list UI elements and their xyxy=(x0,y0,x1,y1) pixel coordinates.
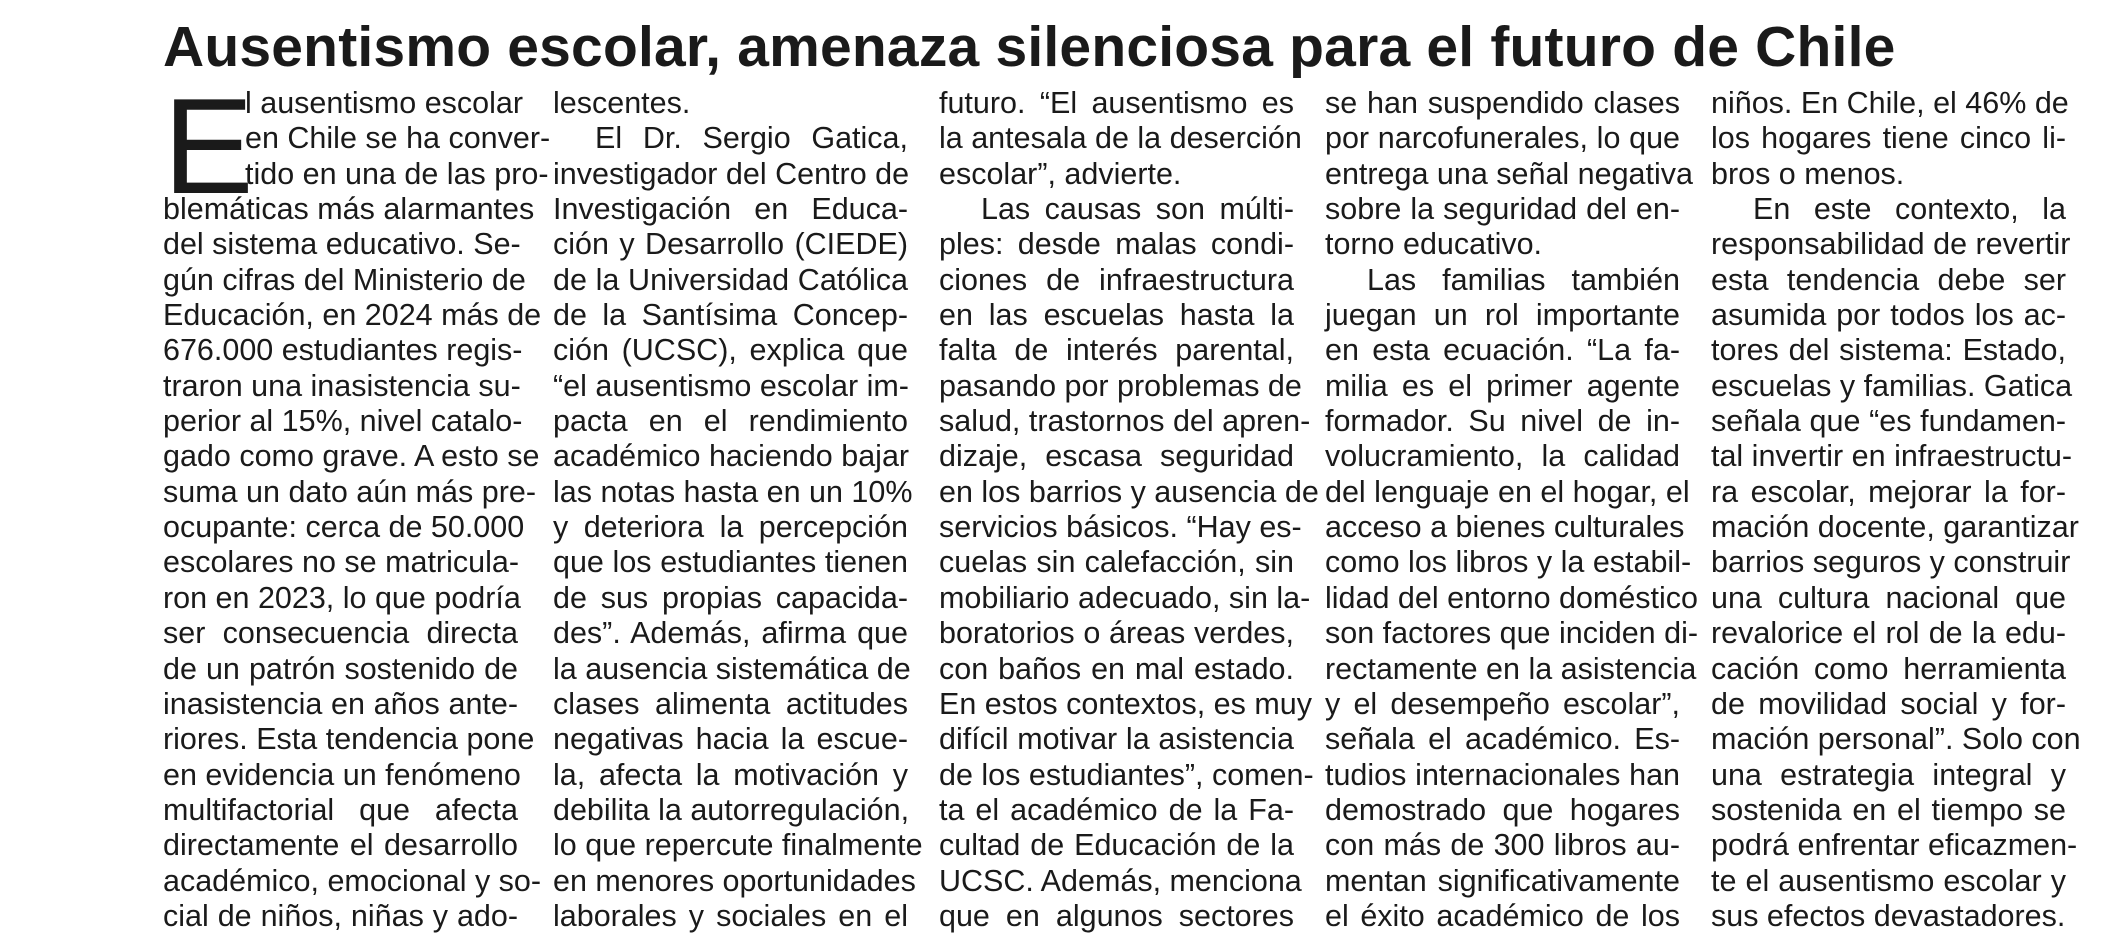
text-line: boratorios o áreas verdes, xyxy=(939,616,1294,651)
text-line: entrega una señal negativa xyxy=(1325,156,1693,191)
text-line: barrios seguros y construir xyxy=(1711,545,2071,580)
text-line: la, afecta la motivación y xyxy=(553,757,908,792)
text-line: mación docente, garantizar xyxy=(1711,510,2079,545)
text-line: l ausentismo escolar xyxy=(245,86,524,120)
text-line: de un patrón sostenido de xyxy=(163,651,518,686)
text-line: mobiliario adecuado, sin la- xyxy=(939,580,1311,615)
text-line: tores del sistema: Estado, xyxy=(1711,333,2066,368)
text-line: de movilidad social y for- xyxy=(1711,686,2066,721)
text-line: en esta ecuación. “La fa- xyxy=(1325,333,1680,368)
text-line: que en algunos sectores xyxy=(939,898,1294,933)
text-line: difícil motivar la asistencia xyxy=(939,722,1294,757)
text-line: traron una inasistencia su- xyxy=(163,368,521,403)
text-line: acceso a bienes culturales xyxy=(1325,510,1685,545)
text-line: cultad de Educación de la xyxy=(939,828,1294,863)
text-line: directamente el desarrollo xyxy=(163,828,518,863)
text-line: en las escuelas hasta la xyxy=(939,298,1294,333)
text-line: salud, trastornos del apren- xyxy=(939,404,1311,439)
text-line: en evidencia un fenómeno xyxy=(163,757,521,792)
text-line: una cultura nacional que xyxy=(1711,580,2066,615)
drop-cap: E xyxy=(163,70,254,222)
text-line: tido en una de las pro- xyxy=(245,156,549,191)
text-line: torno educativo. xyxy=(1325,227,1543,262)
text-line: del sistema educativo. Se- xyxy=(163,227,521,262)
text-line: mentan significativamente xyxy=(1325,863,1680,898)
text-line: cial de niños, niñas y ado- xyxy=(163,898,518,933)
text-line: Las familias también xyxy=(1367,262,1680,297)
text-line: que los estudiantes tienen xyxy=(553,545,908,580)
text-line: lo que repercute finalmente xyxy=(553,828,923,863)
text-line: pasando por problemas de xyxy=(939,368,1302,403)
text-line: te el ausentismo escolar y xyxy=(1711,863,2066,898)
text-line: los hogares tiene cinco li- xyxy=(1711,121,2066,156)
text-line: gado como grave. A esto se xyxy=(163,439,540,474)
text-line: blemáticas más alarmantes xyxy=(163,192,535,227)
text-line: se han suspendido clases xyxy=(1325,86,1680,120)
text-line: sostenida en el tiempo se xyxy=(1711,792,2066,827)
text-line: del lenguaje en el hogar, el xyxy=(1325,474,1690,509)
article-headline: Ausentismo escolar, amenaza silenciosa para el futuro de Chile xyxy=(163,15,1896,79)
text-line: lescentes. xyxy=(553,86,691,120)
text-line: tudios internacionales han xyxy=(1325,757,1680,792)
text-line: multifactorial que afecta xyxy=(163,792,518,827)
text-line: tal invertir en infraestructu- xyxy=(1711,439,2073,474)
text-line: con baños en mal estado. xyxy=(939,651,1294,686)
text-line: de la Santísima Concep- xyxy=(553,298,908,333)
text-line: Educación, en 2024 más de xyxy=(163,298,542,333)
article-column-2 xyxy=(553,86,923,934)
text-line: de sus propias capacida- xyxy=(553,580,908,615)
text-line: y el desempeño escolar”, xyxy=(1325,686,1680,721)
text-line: y deteriora la percepción xyxy=(553,510,908,545)
text-line: ción y Desarrollo (CIEDE) xyxy=(553,227,908,262)
text-line: milia es el primer agente xyxy=(1325,368,1680,403)
text-line: esta tendencia debe ser xyxy=(1711,262,2066,297)
text-line: El Dr. Sergio Gatica, xyxy=(595,121,908,156)
text-line: ciones de infraestructura xyxy=(939,262,1294,297)
text-line: con más de 300 libros au- xyxy=(1325,828,1680,863)
text-line: en los barrios y ausencia de xyxy=(939,474,1319,509)
text-line: ra escolar, mejorar la for- xyxy=(1711,474,2066,509)
article-column-4 xyxy=(1325,86,1699,934)
text-line: demostrado que hogares xyxy=(1325,792,1680,827)
text-line: juegan un rol importante xyxy=(1325,298,1680,333)
text-line: escuelas y familias. Gatica xyxy=(1711,368,2073,403)
text-line: riores. Esta tendencia pone xyxy=(163,722,535,757)
text-line: señala que “es fundamen- xyxy=(1711,404,2066,439)
text-line: dizaje, escasa seguridad xyxy=(939,439,1294,474)
text-line: 676.000 estudiantes regis- xyxy=(163,333,523,368)
text-line: mación personal”. Solo con xyxy=(1711,722,2081,757)
text-line: cación como herramienta xyxy=(1711,651,2066,686)
text-line: rectamente en la asistencia xyxy=(1325,651,1697,686)
text-line: ocupante: cerca de 50.000 xyxy=(163,510,525,545)
text-line: futuro. “El ausentismo es xyxy=(939,86,1294,120)
text-line: de los estudiantes”, comen- xyxy=(939,757,1314,792)
text-line: inasistencia en años ante- xyxy=(163,686,518,721)
text-line: ron en 2023, lo que podría xyxy=(163,580,521,615)
text-line: servicios básicos. “Hay es- xyxy=(939,510,1302,545)
text-line: formador. Su nivel de in- xyxy=(1325,404,1680,439)
text-line: por narcofunerales, lo que xyxy=(1325,121,1680,156)
text-line: sus efectos devastadores. xyxy=(1711,898,2066,933)
text-line: revalorice el rol de la edu- xyxy=(1711,616,2066,651)
text-line: suma un dato aún más pre- xyxy=(163,474,536,509)
text-line: de la Universidad Católica xyxy=(553,262,908,297)
text-line: podrá enfrentar eficazmen- xyxy=(1711,828,2078,863)
text-line: investigador del Centro de xyxy=(553,156,910,191)
text-line: la antesala de la deserción xyxy=(939,121,1302,156)
text-line: como los libros y la estabil- xyxy=(1325,545,1692,580)
text-line: en Chile se ha conver- xyxy=(245,121,551,156)
text-line: el éxito académico de los xyxy=(1325,898,1680,933)
text-line: debilita la autorregulación, xyxy=(553,792,910,827)
article-column-1 xyxy=(163,70,551,934)
text-line: laborales y sociales en el xyxy=(553,898,908,933)
text-line: ción (UCSC), explica que xyxy=(553,333,908,368)
text-line: cuelas sin calefacción, sin xyxy=(939,545,1294,580)
text-line: asumida por todos los ac- xyxy=(1711,298,2066,333)
text-line: son factores que inciden di- xyxy=(1325,616,1698,651)
text-line: Las causas son múlti- xyxy=(981,192,1294,227)
text-line: académico haciendo bajar xyxy=(553,439,910,474)
text-line: perior al 15%, nivel catalo- xyxy=(163,404,523,439)
text-line: pacta en el rendimiento xyxy=(553,404,908,439)
text-line: una estrategia integral y xyxy=(1711,757,2066,792)
text-line: UCSC. Además, menciona xyxy=(939,863,1302,898)
text-line: negativas hacia la escue- xyxy=(553,722,908,757)
text-line: lidad del entorno doméstico xyxy=(1325,580,1699,615)
text-line: “el ausentismo escolar im- xyxy=(553,368,909,403)
text-line: ser consecuencia directa xyxy=(163,616,518,651)
text-line: volucramiento, la calidad xyxy=(1325,439,1680,474)
article-column-3 xyxy=(939,86,1319,934)
text-line: bros o menos. xyxy=(1711,156,1905,191)
text-line: la ausencia sistemática de xyxy=(553,651,911,686)
text-line: señala el académico. Es- xyxy=(1325,722,1680,757)
text-line: falta de interés parental, xyxy=(939,333,1294,368)
text-line: en menores oportunidades xyxy=(553,863,916,898)
text-line: las notas hasta en un 10% xyxy=(553,474,913,509)
text-line: académico, emocional y so- xyxy=(163,863,542,898)
text-line: niños. En Chile, el 46% de xyxy=(1711,86,2069,120)
text-line: escolares no se matricula- xyxy=(163,545,519,580)
text-line: gún cifras del Ministerio de xyxy=(163,262,526,297)
text-line: En estos contextos, es muy xyxy=(939,686,1312,721)
text-line: ples: desde malas condi- xyxy=(939,227,1294,262)
text-line: responsabilidad de revertir xyxy=(1711,227,2071,262)
text-line: ta el académico de la Fa- xyxy=(939,792,1294,827)
text-line: des”. Además, afirma que xyxy=(553,616,908,651)
text-line: sobre la seguridad del en- xyxy=(1325,192,1680,227)
text-line: En este contexto, la xyxy=(1753,192,2066,227)
article-column-5 xyxy=(1711,86,2081,934)
text-line: Investigación en Educa- xyxy=(553,192,908,227)
text-line: clases alimenta actitudes xyxy=(553,686,908,721)
text-line: escolar”, advierte. xyxy=(939,156,1182,191)
